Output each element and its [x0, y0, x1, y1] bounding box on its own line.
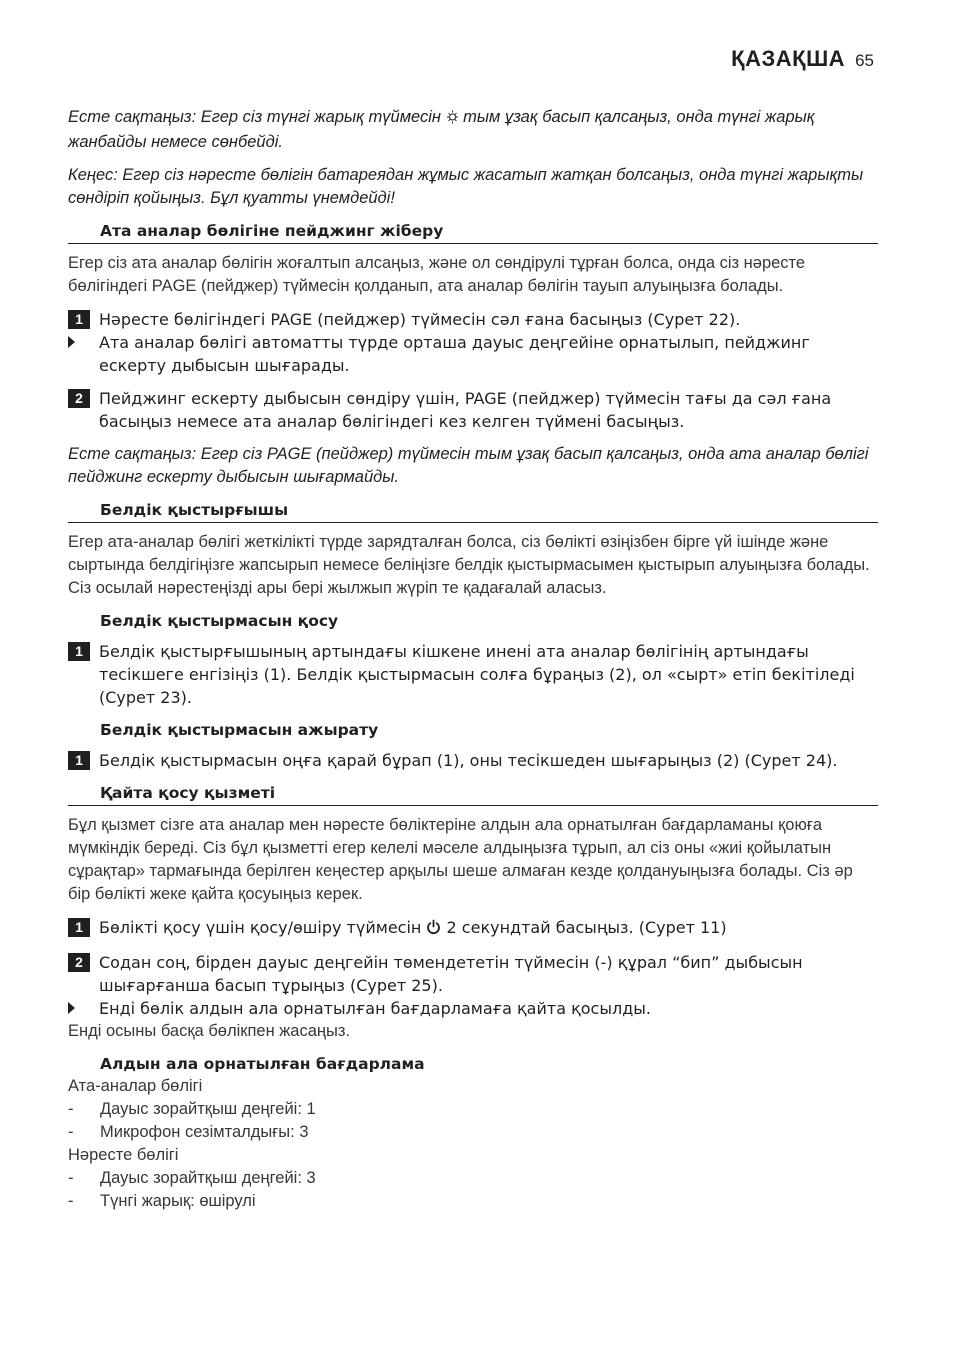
list-item: - Дауыс зорайтқыш деңгейі: 3 [68, 1169, 316, 1187]
detach-clip-step-1 [68, 749, 878, 772]
subheading-detach-clip: Белдік қыстырмасын ажырату [100, 721, 379, 739]
step-number: 2 [68, 389, 90, 408]
step-text: Бөлікті қосу үшін қосу/өшіру түймесін 2 секундтай басыңыз. (Сурет 11) [99, 916, 878, 941]
attach-clip-step-1 [68, 640, 878, 709]
step-number: 1 [68, 918, 90, 937]
page-number: 65 [855, 51, 874, 70]
belt-clip-intro: Егер ата-аналар бөлігі жеткілікті түрде зарядталған болса, сіз бөлікті өзіңізбен бірге үй ішінде және сыртында белдігіңізге жапсырып немесе беліңізге белдік қыстырмасымен қыстырып алуыңызға болады. Сіз осылай нәрестеңізді ары бері жылжып жүріп те қадағалай аласыз. [68, 533, 870, 597]
page-content [68, 106, 878, 1213]
subheading-attach-clip: Белдік қыстырмасын қосу [100, 612, 339, 630]
subheading-default-settings: Алдын ала орнатылған бағдарлама [100, 1055, 425, 1073]
reset-intro: Бұл қызмет сізге ата аналар мен нәресте бөліктеріне алдын ала орнатылған бағдарламаны қоюға мүмкіндік береді. Сіз бұл қызметті егер келелі мәселе алдыңызға тұрып, ал сіз оны «жиі қойылатын сұрақтар» тармағында берілген кеңестер арқылы шеше алмаған кезде қолдануыңызға болады. Сіз әр бір бөлікті жеке қайта қосуыңыз керек. [68, 816, 853, 903]
sun-icon [446, 108, 459, 131]
reset-result [68, 997, 878, 1020]
step-text: Белдік қыстырғышының артындағы кішкене инені ата аналар бөлігінің артындағы тесікшеге енгізіңіз (1). Белдік қыстырмасын солға бұраңыз (2), ол «сырт» етіп бекітіледі (Сурет 23). [99, 642, 855, 707]
step-number: 2 [68, 953, 90, 972]
list-item: - Дауыс зорайтқыш деңгейі: 1 [68, 1100, 316, 1118]
note-paging: Есте сақтаңыз: Егер сіз PAGE (пейджер) түймесін тым ұзақ басып қалсаңыз, онда ата аналар бөлігі пейджинг ескерту дыбысын шығармайды. [68, 445, 869, 486]
paging-result-1 [68, 331, 878, 377]
step-number: 1 [68, 310, 90, 329]
step-text: Белдік қыстырмасын оңға қарай бұрап (1), оны тесікшеден шығарыңыз (2) (Сурет 24). [99, 751, 838, 770]
baby-unit-label: Нәресте бөлігі [68, 1146, 179, 1164]
paging-intro: Егер сіз ата аналар бөлігін жоғалтып алсаңыз, және ол сөндірулі тұрған болса, онда сіз нәресте бөлігіндегі PAGE (пейджер) түймесін қолданып, ата аналар бөлігін тауып алуыңызға болады. [68, 254, 806, 295]
tip-battery: Кеңес: Егер сіз нәресте бөлігін батареядан жұмыс жасатып жатқан болсаңыз, онда түнгі жарықты сөндіріп қойыңыз. Бұл қуатты үнемдейді! [68, 166, 864, 207]
reset-after: Енді осыны басқа бөлікпен жасаңыз. [68, 1022, 351, 1040]
list-item: - Түнгі жарық: өшірулі [68, 1192, 256, 1210]
language-title: ҚАЗАҚША [731, 46, 846, 71]
section-heading-paging: Ата аналар бөлігіне пейджинг жіберу [68, 220, 878, 244]
list-item: - Микрофон сезімталдығы: 3 [68, 1123, 309, 1141]
step-text: Пейджинг ескерту дыбысын сөндіру үшін, PAGE (пейджер) түймесін тағы да сәл ғана басыңыз немесе ата аналар бөлігіндегі кез келген түймені басыңыз. [99, 389, 832, 431]
reset-step-1 [68, 916, 878, 941]
step-number: 1 [68, 751, 90, 770]
power-icon [426, 918, 441, 941]
step-number: 1 [68, 642, 90, 661]
paging-step-2 [68, 387, 878, 433]
result-text: Енді бөлік алдын ала орнатылған бағдарламаға қайта қосылды. [99, 999, 651, 1018]
parent-unit-label: Ата-аналар бөлігі [68, 1077, 203, 1095]
section-heading-reset: Қайта қосу қызметі [68, 782, 878, 806]
paging-step-1 [68, 308, 878, 331]
section-heading-belt-clip: Белдік қыстырғышы [68, 499, 878, 523]
result-arrow-icon [68, 331, 99, 354]
result-text: Ата аналар бөлігі автоматты түрде орташа дауыс деңгейіне орнатылып, пейджинг ескерту дыбысын шығарады. [99, 333, 810, 375]
step-text: Содан соң, бірден дауыс деңгейін төмендететін түймесін (-) құрал “бип” дыбысын шығарғанша басып тұрыңыз (Сурет 25). [99, 953, 803, 995]
step-text: Нәресте бөлігіндегі PAGE (пейджер) түймесін сәл ғана басыңыз (Сурет 22). [99, 310, 741, 329]
reset-step-2 [68, 951, 878, 997]
result-arrow-icon [68, 997, 99, 1020]
note-night-light: Есте сақтаңыз: Егер сіз түнгі жарық түймесін тым ұзақ басып қалсаңыз, онда түнгі жарық жанбайды немесе сөнбейді. [68, 108, 815, 151]
page-header [731, 46, 874, 72]
